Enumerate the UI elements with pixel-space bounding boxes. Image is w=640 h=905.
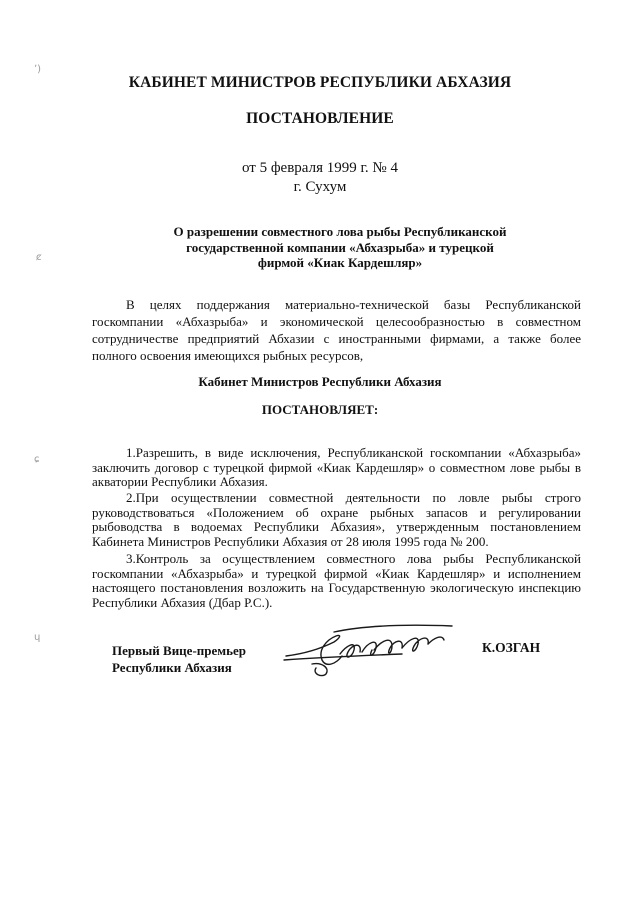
scan-mark: ɕ [34, 454, 40, 465]
subject-line: О разрешении совместного лова рыбы Республиканской [173, 224, 507, 239]
document-city: г. Сухум [293, 179, 347, 195]
decree-item: 1.Разрешить, в виде исключения, Республиканской госкомпании «Абхазрыба» заключить договор с турецкой фирмой «Киак Кардешляр» о совместном лове рыбы в акватории Республики Абхазия. [92, 445, 581, 489]
signatory-title [112, 642, 246, 676]
decree-item: 2.При осуществлении совместной деятельности по ловле рыбы строго руководствоваться «Положением об охране рыбных запасов и регулировании рыбоводства в водоемах Республики Абхазия», утвержденным постановлением Кабинета Министров Республики Абхазия от 28 июля 1995 года № 200. [92, 490, 581, 549]
decree-item: 3.Контроль за осуществлением совместного лова рыбы Республиканской госкомпании «Абхазрыба» и турецкой фирмой «Киак Кардешляр» и исполнением настоящего постановления возложить на Государственную экологическую инспекцию Республики Абхазия (Дбар Р.С.). [92, 551, 581, 610]
document-date: от 5 февраля 1999 г. № 4 [241, 160, 398, 176]
scan-mark: ȼ [36, 252, 42, 263]
decree-heading: ПОСТАНОВЛЯЕТ: [261, 402, 379, 417]
scan-mark: ʼ) [34, 64, 42, 75]
document-type: ПОСТАНОВЛЕНИЕ [246, 110, 394, 127]
subject-line: государственной компании «Абхазрыба» и турецкой [186, 239, 494, 255]
subject-heading [160, 224, 520, 271]
subject-line: фирмой «Киак Кардешляр» [257, 255, 423, 270]
signatory-title-line: Республики Абхазия [112, 660, 232, 675]
handwritten-signature [282, 620, 472, 678]
signatory-title-line: Первый Вице-премьер [112, 643, 246, 658]
authority-line: Кабинет Министров Республики Абхазия [198, 374, 442, 389]
signatory-name: К.ОЗГАН [482, 640, 541, 655]
scan-mark: ɥ [34, 632, 41, 643]
organization-title: КАБИНЕТ МИНИСТРОВ РЕСПУБЛИКИ АБХАЗИЯ [128, 74, 512, 91]
intro-paragraph: В целях поддержания материально-технической базы Республиканской госкомпании «Абхазрыба» и экономической целесообразностью в совместном сотрудничестве предприятий Абхазии с иностранными фирмами, а также более полного освоения имеющихся рыбных ресурсов, [92, 297, 581, 363]
